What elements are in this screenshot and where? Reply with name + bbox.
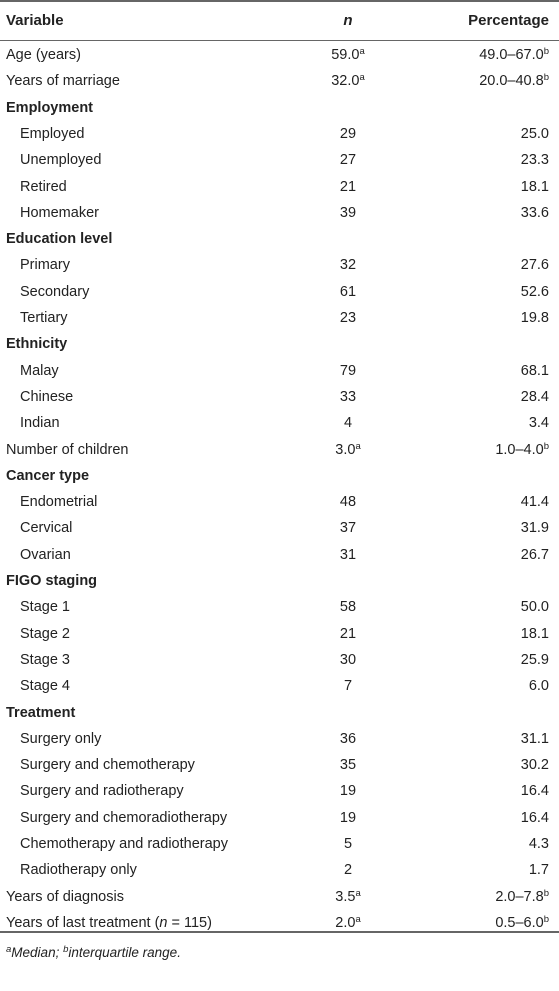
variable-label: Endometrial — [20, 494, 98, 511]
section-label: Cancer type — [6, 467, 90, 484]
variable-label: Malay — [20, 362, 59, 379]
percentage-value: 20.0–40.8$^b$ — [479, 72, 549, 90]
table-row — [0, 752, 559, 778]
n-value: 61 — [339, 283, 357, 300]
percentage-value: 18.1 — [520, 178, 549, 195]
percentage-value: 4.3 — [528, 836, 549, 852]
variable-label: Surgery only — [20, 730, 102, 747]
variable-label: Years of diagnosis — [6, 888, 124, 905]
percentage-value: 33.6 — [520, 204, 549, 221]
variable-label: Age (years) — [6, 47, 81, 63]
variable-label: Secondary — [20, 283, 90, 300]
percentage-value: 3.4 — [528, 415, 549, 432]
table-row — [0, 121, 559, 147]
table-row — [0, 42, 559, 68]
table-row — [0, 542, 559, 568]
n-value: 3.5$^a$ — [335, 887, 361, 905]
n-value: 31 — [339, 546, 357, 563]
variable-label: Stage 2 — [20, 625, 70, 642]
section-label: FIGO staging — [6, 573, 98, 589]
table-header-row — [0, 6, 559, 36]
table-row — [0, 621, 559, 647]
n-value: 27 — [339, 152, 357, 169]
variable-label: Chemotherapy and radiotherapy — [20, 836, 228, 852]
percentage-value: 41.4 — [520, 494, 549, 511]
n-value: 30 — [339, 651, 357, 668]
table-top-rule — [0, 0, 559, 2]
header-variable: Variable — [6, 12, 64, 29]
n-value: 33 — [339, 388, 357, 405]
table-row — [0, 437, 559, 463]
table-header-rule — [0, 40, 559, 41]
variable-label: Homemaker — [20, 204, 99, 221]
table-row — [0, 174, 559, 200]
section-heading-row — [0, 700, 559, 726]
table-row — [0, 594, 559, 620]
n-value: 59.0$^a$ — [331, 46, 365, 63]
variable-label: Stage 1 — [20, 599, 70, 616]
variable-label: Surgery and chemotherapy — [20, 757, 195, 774]
n-value: 21 — [339, 625, 357, 642]
percentage-value: 18.1 — [520, 625, 549, 642]
table-row — [0, 805, 559, 831]
percentage-value: 27.6 — [520, 257, 549, 274]
table-row — [0, 200, 559, 226]
n-value: 19 — [339, 783, 357, 800]
section-heading-row — [0, 331, 559, 357]
variable-label: Indian — [20, 415, 60, 432]
section-label: Ethnicity — [6, 336, 68, 353]
variable-label: Primary — [20, 257, 70, 274]
table-row — [0, 489, 559, 515]
percentage-value: 30.2 — [520, 757, 549, 774]
section-heading-row — [0, 226, 559, 252]
table-row — [0, 673, 559, 699]
percentage-value: 16.4 — [520, 809, 549, 826]
table-row — [0, 515, 559, 541]
variable-label: Number of children — [6, 441, 129, 458]
table-row — [0, 726, 559, 752]
n-value: 23 — [339, 310, 357, 326]
n-value: 29 — [339, 125, 357, 142]
n-value: 48 — [339, 494, 357, 511]
table-bottom-rule — [0, 931, 559, 933]
table-row — [0, 831, 559, 857]
variable-label: Years of last treatment (n = 115) — [6, 914, 212, 931]
variable-label: Retired — [20, 178, 67, 195]
percentage-value: 23.3 — [520, 152, 549, 169]
n-value: 39 — [339, 204, 357, 221]
n-value: 19 — [339, 809, 357, 826]
variable-label: Stage 4 — [20, 678, 70, 695]
n-value: 5 — [343, 836, 353, 852]
n-value: 58 — [339, 599, 357, 616]
n-value: 2.0$^a$ — [335, 913, 361, 931]
table-row — [0, 384, 559, 410]
percentage-value: 19.8 — [520, 310, 549, 326]
variable-label: Surgery and chemoradiotherapy — [20, 809, 228, 826]
table-footnote: $^a$Median; $^b$interquartile range. — [6, 944, 181, 960]
percentage-value: 25.9 — [520, 651, 549, 668]
n-value: 4 — [343, 415, 353, 432]
percentage-value: 1.0–4.0$^b$ — [495, 440, 549, 458]
table-row — [0, 147, 559, 173]
variable-label: Unemployed — [20, 152, 102, 169]
table-row — [0, 68, 559, 94]
variable-label: Chinese — [20, 388, 74, 405]
percentage-value: 16.4 — [520, 783, 549, 800]
n-value: 79 — [339, 362, 357, 379]
variable-label: Tertiary — [20, 310, 68, 326]
percentage-value: 6.0 — [528, 678, 549, 695]
table-row — [0, 305, 559, 331]
table-row — [0, 410, 559, 436]
variable-label: Years of marriage — [6, 73, 120, 90]
section-heading-row — [0, 95, 559, 121]
percentage-value: 31.1 — [520, 730, 549, 747]
n-value: 32.0$^a$ — [331, 72, 365, 90]
percentage-value: 49.0–67.0$^b$ — [479, 46, 549, 63]
section-label: Treatment — [6, 704, 76, 721]
percentage-value: 52.6 — [520, 283, 549, 300]
n-value: 36 — [339, 730, 357, 747]
n-value: 37 — [339, 520, 357, 537]
table-row — [0, 884, 559, 910]
percentage-value: 2.0–7.8$^b$ — [495, 887, 549, 905]
table-row — [0, 778, 559, 804]
table-row — [0, 279, 559, 305]
n-value: 3.0$^a$ — [335, 440, 361, 458]
table-row — [0, 647, 559, 673]
percentage-value: 25.0 — [520, 125, 549, 142]
variable-label: Cervical — [20, 520, 73, 537]
variable-label: Surgery and radiotherapy — [20, 783, 184, 800]
section-label: Education level — [6, 231, 113, 248]
n-value: 35 — [339, 757, 357, 774]
percentage-value: 26.7 — [520, 546, 549, 563]
section-heading-row — [0, 568, 559, 594]
percentage-value: 1.7 — [528, 862, 549, 879]
section-label: Employment — [6, 99, 94, 116]
header-percentage: Percentage — [468, 12, 549, 29]
n-value: 2 — [343, 862, 353, 879]
percentage-value: 68.1 — [520, 362, 549, 379]
variable-label: Ovarian — [20, 546, 71, 563]
table-row — [0, 857, 559, 883]
percentage-value: 0.5–6.0$^b$ — [495, 913, 549, 931]
table-row — [0, 252, 559, 278]
percentage-value: 28.4 — [520, 388, 549, 405]
percentage-value: 31.9 — [520, 520, 549, 537]
section-heading-row — [0, 463, 559, 489]
n-value: 7 — [343, 678, 353, 695]
variable-label: Stage 3 — [20, 651, 70, 668]
header-n: n — [343, 12, 353, 29]
n-value: 32 — [339, 257, 357, 274]
n-value: 21 — [339, 178, 357, 195]
variable-label: Employed — [20, 125, 85, 142]
table-row — [0, 358, 559, 384]
percentage-value: 50.0 — [520, 599, 549, 616]
variable-label: Radiotherapy only — [20, 862, 137, 879]
